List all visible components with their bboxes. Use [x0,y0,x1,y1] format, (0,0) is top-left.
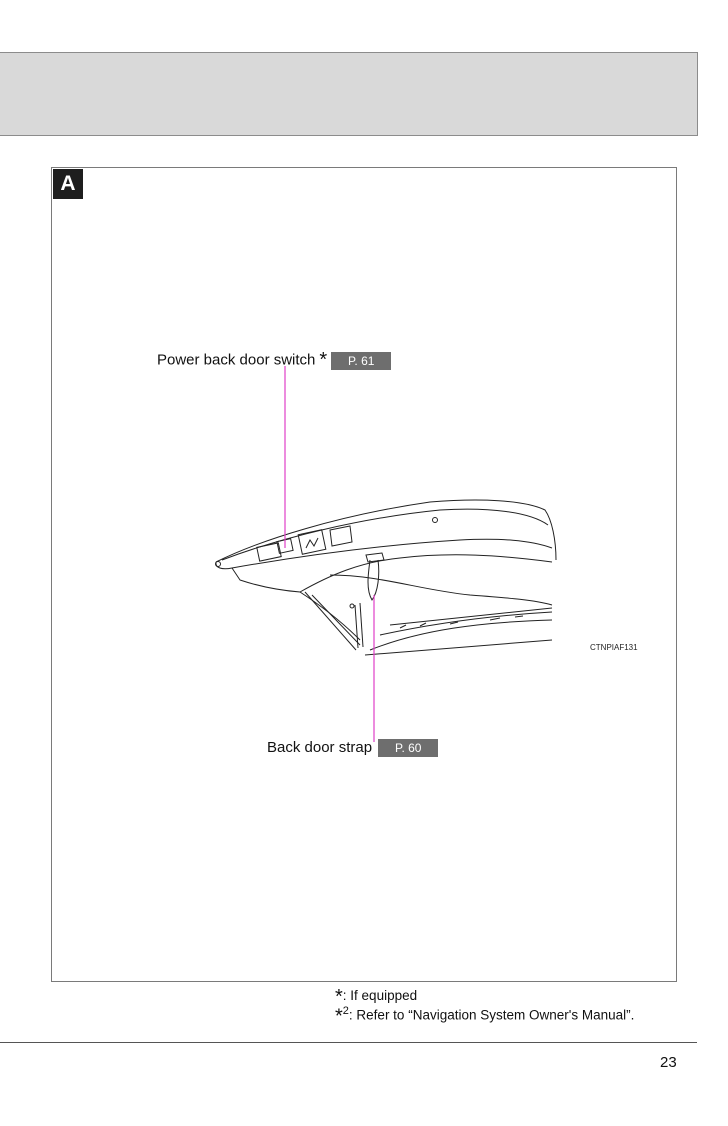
asterisk-mark: * [319,349,328,371]
footnote-superscript: 2 [342,1005,349,1017]
footnote-navigation [335,1005,634,1029]
footer-rule [0,1042,697,1043]
callout-power-switch [157,349,391,372]
asterisk-mark: * [335,986,343,1008]
callout-strap [267,739,438,757]
section-badge: A [53,169,83,199]
callout-label: Back door strap [267,739,373,756]
asterisk-mark: * [335,1005,343,1028]
figure-code: CTNPIAF131 [590,643,638,652]
footnote-text: : Refer to “Navigation System Owner's Manual”. [348,1007,635,1023]
callout-label: Power back door switch [157,351,316,369]
page-ref-badge[interactable]: P. 60 [378,739,438,757]
page-ref-badge[interactable]: P. 61 [331,352,391,370]
footnote-text: : If equipped [342,988,418,1003]
page-number: 23 [660,1054,677,1071]
